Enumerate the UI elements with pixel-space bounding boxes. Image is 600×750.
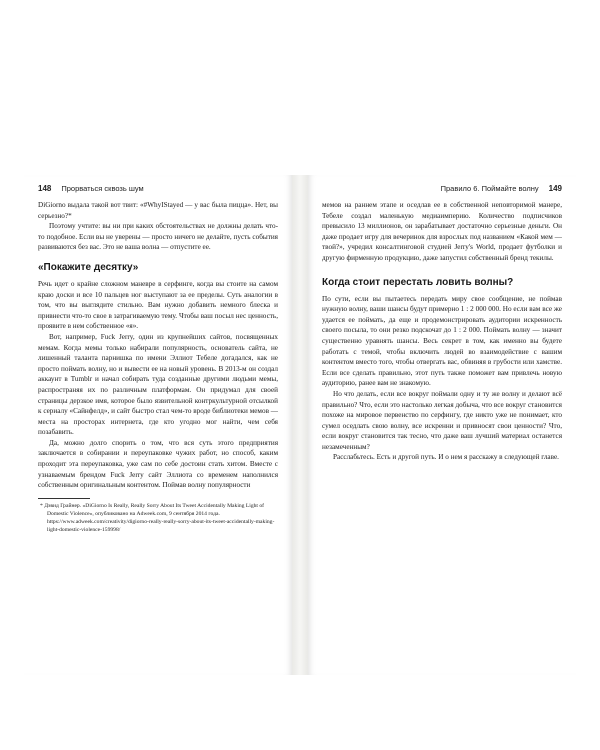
footnote: * Дэвид Грайнер. «DiGiorno Is Really, Really Sorry About Its Tweet Accidentally Making Light of Domestic Violence», опубликовано на Adweek.com, 9 сентября 2014 года. https://www.adweek.com/creativity/digiorno-really-really-sorry-about-its-tweet-accidentally-making-light-domestic-violence-159998/ bbox=[40, 502, 275, 533]
right-page-body bbox=[322, 200, 562, 463]
paragraph: Но что делать, если все вокруг поймали одну и ту же волну и делают всё правильно? Что, если это настолько легкая добыча, что все вокруг становится похоже на мировое первенство по серфингу, где никто уже не понимает, кто сумел оседлать свою волну, все искренни и привносят свои ценности? Что, если вокруг становится так тесно, что даже ваш лучший материал останется незамеченным? bbox=[322, 389, 562, 451]
section-heading: «Покажите десятку» bbox=[38, 261, 139, 273]
section-heading: Когда стоит перестать ловить волны? bbox=[322, 276, 514, 288]
paragraph: мемов на раннем этапе и оседлав ее в собственной неповторимой манере, Тебеле создал маленькую медиаимперию. Количество подписчиков превысило 13 миллионов, он зарабатывает достаточно серьезные деньги. Он даже продает игру для вечеринок для взрослых под названием «Какой мем — твой?», учредил консалтинговой студией Jerry's World, продает футболки и другую фирменную продукцию, даже запустил собственный бренд текилы. bbox=[322, 201, 562, 262]
left-page-body bbox=[38, 200, 278, 534]
paragraph: Вот, например, Fuck Jerry, один из крупнейших сайтов, посвященных мемам. Когда мемы только набирали популярность, основатель сайта, не лишенный таланта парнишка по имени Эллиот Тебеле догадался, как не просто поймать волну, но и вывести ее на новый уровень. В 2013-м он создал аккаунт в Tumblr и начал собирать туда созданные другими людьми мемы, распространяя их по различным платформам. Он придумал для своей страницы дерзкое имя, которое было язвительной контркультурной отсылкой к сериалу «Сайнфелд», и сайт быстро стал чем-то вроде библиотеки мемов — места на просторах интернета, где кто угодно мог найти, чем себя позабавить. bbox=[38, 332, 278, 437]
paragraph: DiGiorno выдала такой вот твит: «#WhyIStayed — у вас была пицца». Нет, вы серьезно?* bbox=[38, 201, 278, 220]
page-number-left: 148 bbox=[38, 184, 52, 193]
right-page bbox=[308, 175, 576, 675]
footnote-rule bbox=[38, 498, 90, 499]
running-head-right: Правило 6. Поймайте волну bbox=[440, 184, 539, 193]
page-number-right: 149 bbox=[548, 184, 562, 193]
left-page-header bbox=[38, 184, 144, 196]
paragraph: Речь идет о крайне сложном маневре в серфинге, когда вы стоите на самом краю доски и все 10 пальцев ног выступают за ее пределы. Суть аналогии в том, что вы выглядите стильно. Вам нужно добавить немного блеска и привнести что-то свое в затрагиваемую тему. Чтобы ваш посыл нес ценность, проявите в нем собственное «я». bbox=[38, 279, 278, 331]
book-spread bbox=[24, 175, 576, 675]
right-page-header bbox=[441, 184, 562, 196]
book-gutter bbox=[292, 175, 308, 675]
paragraph: По сути, если вы пытаетесь передать миру свое сообщение, не поймав нужную волну, ваши шансы будут примерно 1 : 2 000 000. Но если вам все же удается ее поймать, да еще и продемонстрировать аудитории искренность своего посыла, то они резко подскочат до 1 : 2 000. Поймать волну — значит существенно уравнять шансы. Весь секрет в том, как именно вы будете работать с темой, чтобы включить людей во взаимодействие с вашим контентом вместо того, чтобы отвергать вас, обвиняя в грубости или хамстве. Если все сделать правильно, этот путь также поможет вам привлечь новую аудиторию, ранее вам не знакомую. bbox=[322, 294, 562, 388]
left-page bbox=[24, 175, 292, 675]
running-head-left: Прорваться сквозь шум bbox=[61, 184, 144, 193]
paragraph: Поэтому учтите: вы ни при каких обстоятельствах не должны делать что-то подобное. Если вы не уверены — просто ничего не делайте, пусть события развиваются без вас. Это не ваша волна — отпустите ее. bbox=[38, 222, 278, 252]
paragraph: Расслабьтесь. Есть и другой путь. И о нем я расскажу в следующей главе. bbox=[333, 453, 559, 462]
paragraph: Да, можно долго спорить о том, что вся суть этого предприятия заключается в собирании и переупаковке чужих работ, но способ, каким проходит эта переупаковка, уже сам по себе достоин стать хитом. Вместе с узнаваемым брендом Fuck Jerry сайт Эллиота со временем наполнился собственным оригинальным контентом. Поймав волну популярности bbox=[38, 438, 278, 490]
